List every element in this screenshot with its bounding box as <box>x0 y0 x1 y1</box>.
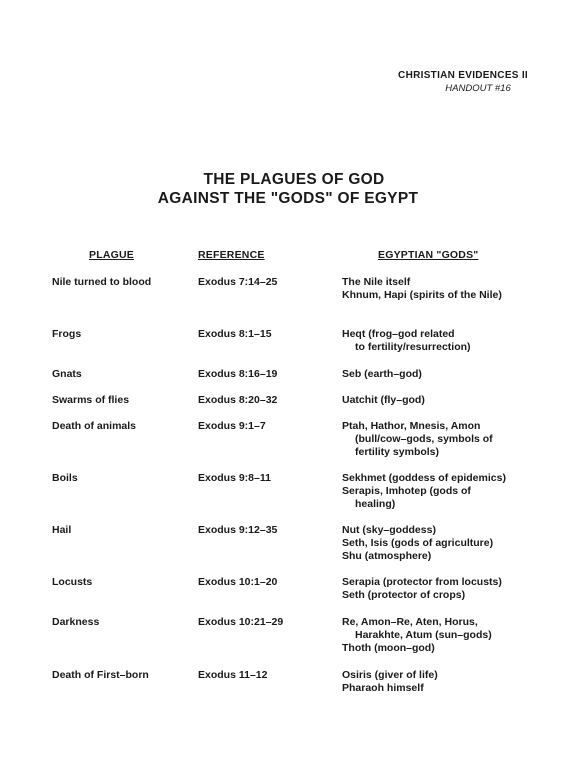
gods-line: Khnum, Hapi (spirits of the Nile) <box>342 289 502 301</box>
plague-cell: Death of animals <box>52 420 137 432</box>
reference-cell: Exodus 10:21–29 <box>198 616 284 628</box>
column-header-plague: PLAGUE <box>89 249 134 261</box>
gods-cell <box>342 576 542 602</box>
title-line-1: THE PLAGUES OF GOD <box>203 171 385 188</box>
gods-cell <box>342 420 542 459</box>
gods-cell <box>342 472 542 511</box>
gods-line: The Nile itself <box>342 276 411 288</box>
gods-line: fertility symbols) <box>355 446 440 458</box>
gods-line: Uatchit (fly–god) <box>342 394 425 406</box>
plague-cell: Boils <box>52 472 78 484</box>
gods-line: Serapia (protector from locusts) <box>342 576 502 588</box>
plague-cell: Darkness <box>52 616 100 628</box>
gods-cell <box>342 524 542 563</box>
gods-line: Seth (protector of crops) <box>342 589 466 601</box>
plague-cell: Gnats <box>52 368 82 380</box>
plague-cell: Nile turned to blood <box>52 276 152 288</box>
gods-cell <box>342 276 542 302</box>
plague-cell: Locusts <box>52 576 93 588</box>
column-header-gods: EGYPTIAN "GODS" <box>378 249 479 261</box>
gods-line: Harakhte, Atum (sun–gods) <box>355 629 492 641</box>
gods-line: Heqt (frog–god related <box>342 328 455 340</box>
title-line-2: AGAINST THE "GODS" OF EGYPT <box>157 190 419 207</box>
gods-line: Shu (atmosphere) <box>342 550 432 562</box>
gods-cell <box>342 368 542 381</box>
reference-cell: Exodus 8:16–19 <box>198 368 278 380</box>
gods-line: Ptah, Hathor, Mnesis, Amon <box>342 420 481 432</box>
gods-line: Sekhmet (goddess of epidemics) <box>342 472 506 484</box>
plague-cell: Death of First–born <box>52 669 149 681</box>
reference-cell: Exodus 8:1–15 <box>198 328 272 340</box>
column-header-reference: REFERENCE <box>198 249 265 261</box>
handout-header <box>398 69 528 95</box>
gods-cell <box>342 616 542 655</box>
plague-cell: Hail <box>52 524 72 536</box>
course-title: CHRISTIAN EVIDENCES II <box>398 70 528 81</box>
reference-cell: Exodus 10:1–20 <box>198 576 278 588</box>
page-title <box>0 170 576 208</box>
gods-line: healing) <box>355 498 396 510</box>
gods-line: Thoth (moon–god) <box>342 642 435 654</box>
gods-line: Nut (sky–goddess) <box>342 524 436 536</box>
reference-cell: Exodus 9:12–35 <box>198 524 278 536</box>
gods-line: Seth, Isis (gods of agriculture) <box>342 537 494 549</box>
reference-cell: Exodus 8:20–32 <box>198 394 278 406</box>
gods-line: Seb (earth–god) <box>342 368 422 380</box>
gods-line: Osiris (giver of life) <box>342 669 438 681</box>
plague-cell: Swarms of flies <box>52 394 130 406</box>
reference-cell: Exodus 7:14–25 <box>198 276 278 288</box>
reference-cell: Exodus 9:8–11 <box>198 472 271 484</box>
gods-line: to fertility/resurrection) <box>355 341 471 353</box>
plague-cell: Frogs <box>52 328 82 340</box>
gods-cell <box>342 669 542 695</box>
gods-line: Serapis, Imhotep (gods of <box>342 485 471 497</box>
handout-number: HANDOUT #16 <box>445 83 511 94</box>
gods-cell <box>342 328 542 354</box>
gods-line: Re, Amon–Re, Aten, Horus, <box>342 616 478 628</box>
gods-line: (bull/cow–gods, symbols of <box>355 433 493 445</box>
gods-line: Pharaoh himself <box>342 682 424 694</box>
gods-cell <box>342 394 542 407</box>
reference-cell: Exodus 9:1–7 <box>198 420 266 432</box>
reference-cell: Exodus 11–12 <box>198 669 268 681</box>
